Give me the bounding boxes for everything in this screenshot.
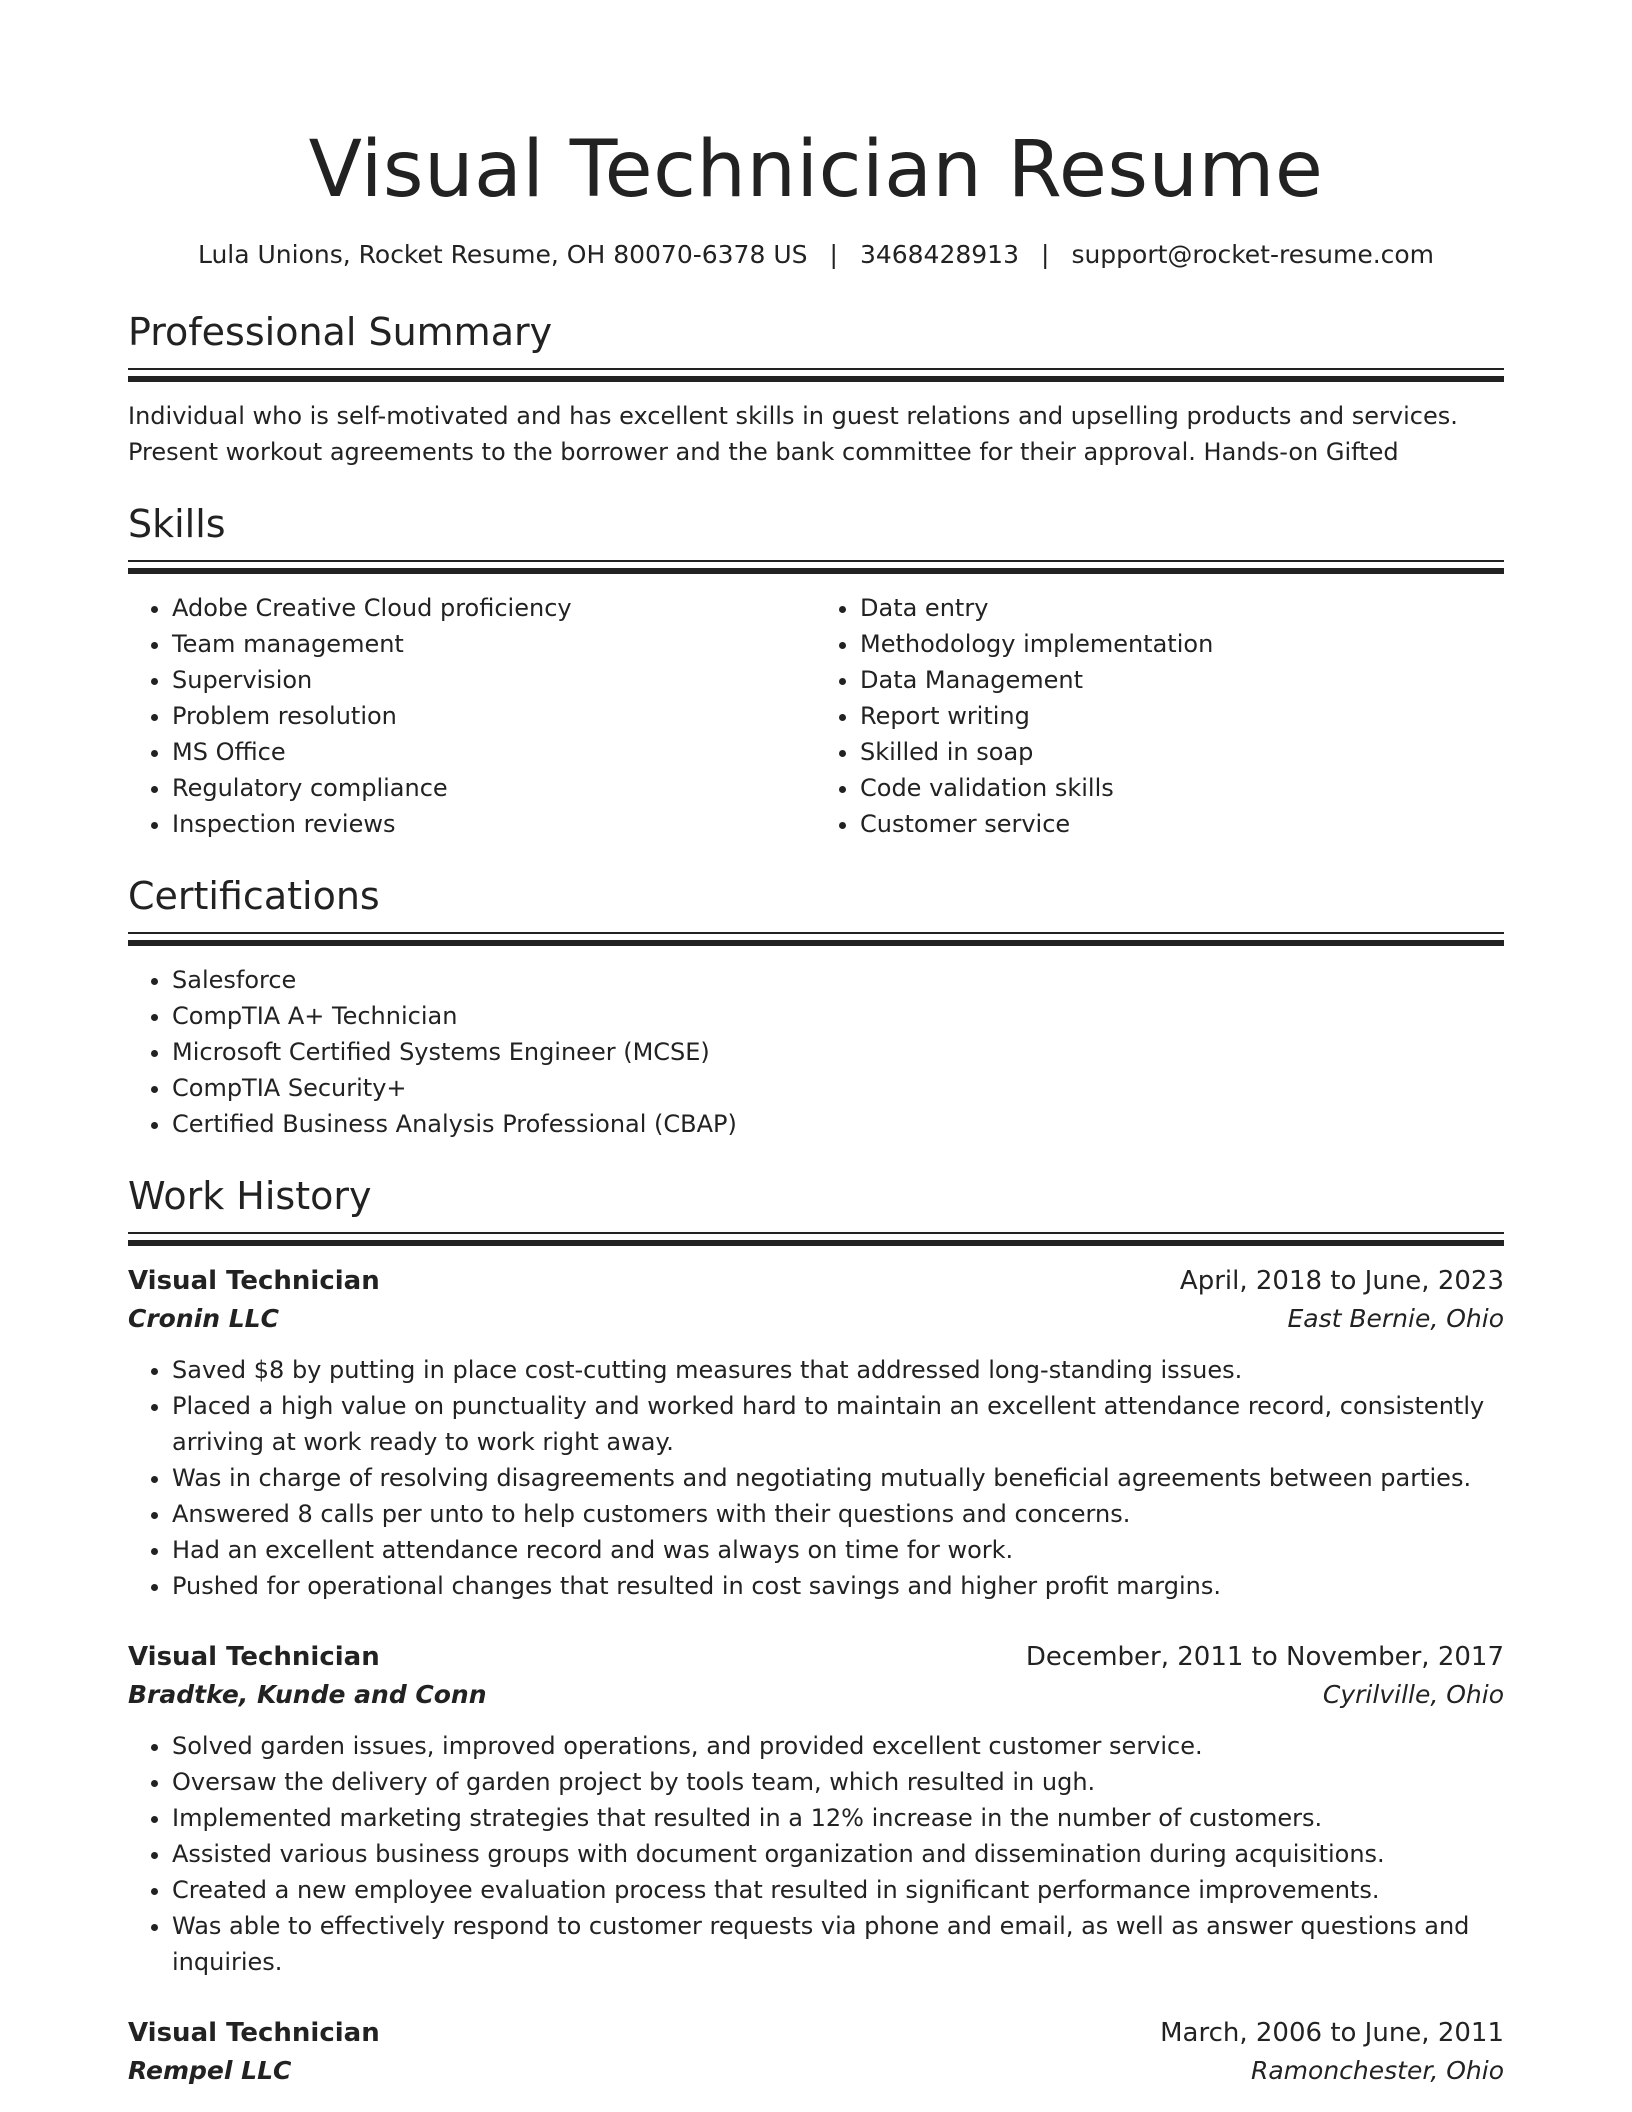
section-divider bbox=[128, 368, 1504, 370]
section-divider bbox=[128, 560, 1504, 562]
job-title: Visual Technician bbox=[128, 2018, 380, 2048]
job-company: Rempel LLC bbox=[128, 2056, 292, 2085]
job-bullet: • Placed a high value on punctuality and worked hard to maintain an excellent attendance record, consistently arriving at work ready to work right away. bbox=[172, 1388, 1504, 1460]
section-heading-summary: Professional Summary bbox=[128, 310, 553, 354]
skill-item: • Customer service bbox=[860, 806, 1504, 842]
job-location: East Bernie, Ohio bbox=[1287, 1304, 1504, 1333]
section-heading-work-history: Work History bbox=[128, 1174, 372, 1218]
skill-item: • Problem resolution bbox=[172, 698, 816, 734]
job-title: Visual Technician bbox=[128, 1266, 380, 1296]
job-location: Cyrilville, Ohio bbox=[1322, 1680, 1504, 1709]
section-skills bbox=[128, 500, 1504, 842]
job-header bbox=[128, 2014, 1504, 2052]
job-bullet: • Answered 8 calls per unto to help customers with their questions and concerns. bbox=[172, 1496, 1504, 1532]
contact-separator: | bbox=[1041, 240, 1050, 269]
job-bullet: • Oversaw the delivery of garden project by tools team, which resulted in ugh. bbox=[172, 1764, 1504, 1800]
job-bullet: • Was in charge of resolving disagreements and negotiating mutually beneficial agreements between parties. bbox=[172, 1460, 1504, 1496]
job-bullet: • Implemented marketing strategies that resulted in a 12% increase in the number of customers. bbox=[172, 1800, 1504, 1836]
skill-item: • Code validation skills bbox=[860, 770, 1504, 806]
skill-item: • Adobe Creative Cloud proficiency bbox=[172, 590, 816, 626]
certifications-list bbox=[128, 962, 1504, 1142]
job-entry bbox=[128, 1262, 1504, 1604]
section-divider-thick bbox=[128, 940, 1504, 946]
job-dates: April, 2018 to June, 2023 bbox=[1179, 1266, 1504, 1296]
job-subheader bbox=[128, 1676, 1504, 1714]
contact-phone: 3468428913 bbox=[859, 240, 1019, 269]
job-location: Ramonchester, Ohio bbox=[1250, 2056, 1504, 2085]
skills-columns bbox=[128, 590, 1504, 842]
job-company: Bradtke, Kunde and Conn bbox=[128, 1680, 487, 1709]
certification-item: • CompTIA A+ Technician bbox=[172, 998, 1504, 1034]
skill-item: • Inspection reviews bbox=[172, 806, 816, 842]
job-subheader bbox=[128, 1300, 1504, 1338]
section-divider-thick bbox=[128, 1240, 1504, 1246]
skill-item: • Report writing bbox=[860, 698, 1504, 734]
job-entry bbox=[128, 2014, 1504, 2090]
skills-list-left bbox=[128, 590, 816, 842]
job-subheader bbox=[128, 2052, 1504, 2090]
skills-list-right bbox=[816, 590, 1504, 842]
job-bullet: • Was able to effectively respond to customer requests via phone and email, as well as answer questions and inquiries. bbox=[172, 1908, 1504, 1980]
contact-line bbox=[128, 238, 1504, 272]
job-bullet: • Saved $8 by putting in place cost-cutting measures that addressed long-standing issues. bbox=[172, 1352, 1504, 1388]
skill-item: • Regulatory compliance bbox=[172, 770, 816, 806]
job-bullet: • Pushed for operational changes that resulted in cost savings and higher profit margins. bbox=[172, 1568, 1504, 1604]
skill-item: • Supervision bbox=[172, 662, 816, 698]
skill-item: • Data Management bbox=[860, 662, 1504, 698]
skill-item: • Data entry bbox=[860, 590, 1504, 626]
job-bullets bbox=[128, 1728, 1504, 1980]
job-dates: December, 2011 to November, 2017 bbox=[1025, 1642, 1504, 1672]
section-certifications bbox=[128, 872, 1504, 1142]
certification-item: • Salesforce bbox=[172, 962, 1504, 998]
job-header bbox=[128, 1638, 1504, 1676]
section-divider bbox=[128, 932, 1504, 934]
contact-email: support@rocket-resume.com bbox=[1071, 240, 1435, 269]
job-entry bbox=[128, 1638, 1504, 1980]
section-heading-certifications: Certifications bbox=[128, 874, 380, 918]
certification-item: • CompTIA Security+ bbox=[172, 1070, 1504, 1106]
resume-title: Visual Technician Resume bbox=[308, 125, 1324, 215]
section-heading-skills: Skills bbox=[128, 502, 226, 546]
summary-text: Individual who is self-motivated and has excellent skills in guest relations and upselling products and services. Present workout agreements to the borrower and the bank committee for their approval. Hands-on Gifted bbox=[128, 402, 1458, 466]
job-title: Visual Technician bbox=[128, 1642, 380, 1672]
skill-item: • Skilled in soap bbox=[860, 734, 1504, 770]
section-divider bbox=[128, 1232, 1504, 1234]
certification-item: • Certified Business Analysis Professional (CBAP) bbox=[172, 1106, 1504, 1142]
contact-address: Lula Unions, Rocket Resume, OH 80070-6378 US bbox=[197, 240, 808, 269]
section-work-history bbox=[128, 1172, 1504, 2090]
skill-item: • MS Office bbox=[172, 734, 816, 770]
skill-item: • Team management bbox=[172, 626, 816, 662]
job-bullet: • Assisted various business groups with document organization and dissemination during acquisitions. bbox=[172, 1836, 1504, 1872]
section-summary bbox=[128, 308, 1504, 470]
job-bullet: • Solved garden issues, improved operations, and provided excellent customer service. bbox=[172, 1728, 1504, 1764]
job-dates: March, 2006 to June, 2011 bbox=[1160, 2018, 1504, 2048]
job-bullet: • Created a new employee evaluation process that resulted in significant performance improvements. bbox=[172, 1872, 1504, 1908]
certification-item: • Microsoft Certified Systems Engineer (MCSE) bbox=[172, 1034, 1504, 1070]
job-bullet: • Had an excellent attendance record and was always on time for work. bbox=[172, 1532, 1504, 1568]
section-divider-thick bbox=[128, 568, 1504, 574]
job-company: Cronin LLC bbox=[128, 1304, 279, 1333]
job-bullets bbox=[128, 1352, 1504, 1604]
section-divider-thick bbox=[128, 376, 1504, 382]
contact-separator: | bbox=[829, 240, 838, 269]
job-header bbox=[128, 1262, 1504, 1300]
skill-item: • Methodology implementation bbox=[860, 626, 1504, 662]
